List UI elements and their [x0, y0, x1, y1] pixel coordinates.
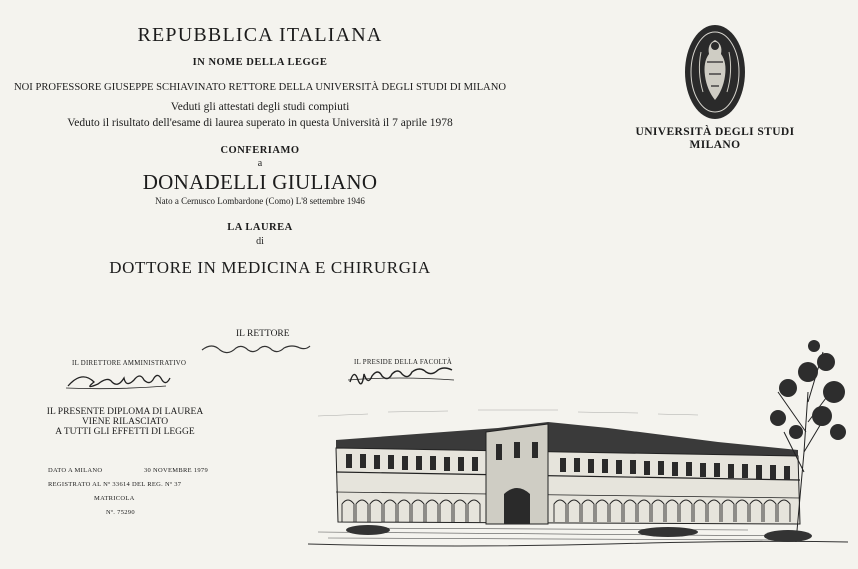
- matricola-label: MATRICOLA: [94, 495, 135, 502]
- date-label: DATO A MILANO: [48, 467, 103, 474]
- rector-label: IL RETTORE: [236, 329, 290, 339]
- graduate-name: DONADELLI GIULIANO: [142, 170, 378, 194]
- registration-line: REGISTRATO AL Nº 33614 DEL REG. Nº 37: [48, 481, 182, 488]
- dean-label: IL PRESIDE DELLA FACOLTÀ: [354, 359, 453, 366]
- confer-to: a: [257, 158, 263, 169]
- confer-heading: CONFERIAMO: [220, 145, 300, 156]
- rector-statement: NOI PROFESSORE GIUSEPPE SCHIAVINATO RETTORE DELLA UNIVERSITÀ DEGLI STUDI DI MILANO: [13, 82, 507, 93]
- studies-statement: Veduti gli attestati degli studi compiuti: [170, 101, 350, 113]
- law-heading: IN NOME DELLA LEGGE: [192, 57, 328, 68]
- director-label: IL DIRETTORE AMMINISTRATIVO: [72, 360, 187, 367]
- exam-statement: Veduto il risultato dell'esame di laurea superato in questa Università il 7 aprile 1978: [67, 117, 453, 129]
- date-value: 30 NOVEMBRE 1979: [144, 467, 209, 474]
- validity-note-line2: VIENE RILASCIATO: [81, 417, 169, 427]
- university-name-line1: UNIVERSITÀ DEGLI STUDI: [635, 126, 795, 138]
- laurea-heading: LA LAUREA: [227, 222, 293, 233]
- university-seal-icon: [683, 22, 747, 122]
- director-signature-icon: [62, 368, 177, 392]
- birth-details: Nato a Cernusco Lombardone (Como) L'8 settembre 1946: [155, 196, 365, 206]
- country-title: REPUBBLICA ITALIANA: [137, 24, 383, 46]
- validity-note-line3: A TUTTI GLI EFFETTI DI LEGGE: [55, 427, 195, 437]
- university-building-engraving: [248, 332, 848, 552]
- laurea-of: di: [256, 236, 264, 247]
- validity-note-line1: IL PRESENTE DIPLOMA DI LAUREA: [46, 407, 204, 417]
- validity-note: [40, 407, 210, 437]
- university-name-line2: MILANO: [689, 139, 741, 151]
- university-seal: [683, 22, 747, 122]
- degree-title: DOTTORE IN MEDICINA E CHIRURGIA: [109, 258, 431, 277]
- matricola-value: Nº. 75290: [106, 509, 135, 516]
- university-name: [620, 126, 810, 152]
